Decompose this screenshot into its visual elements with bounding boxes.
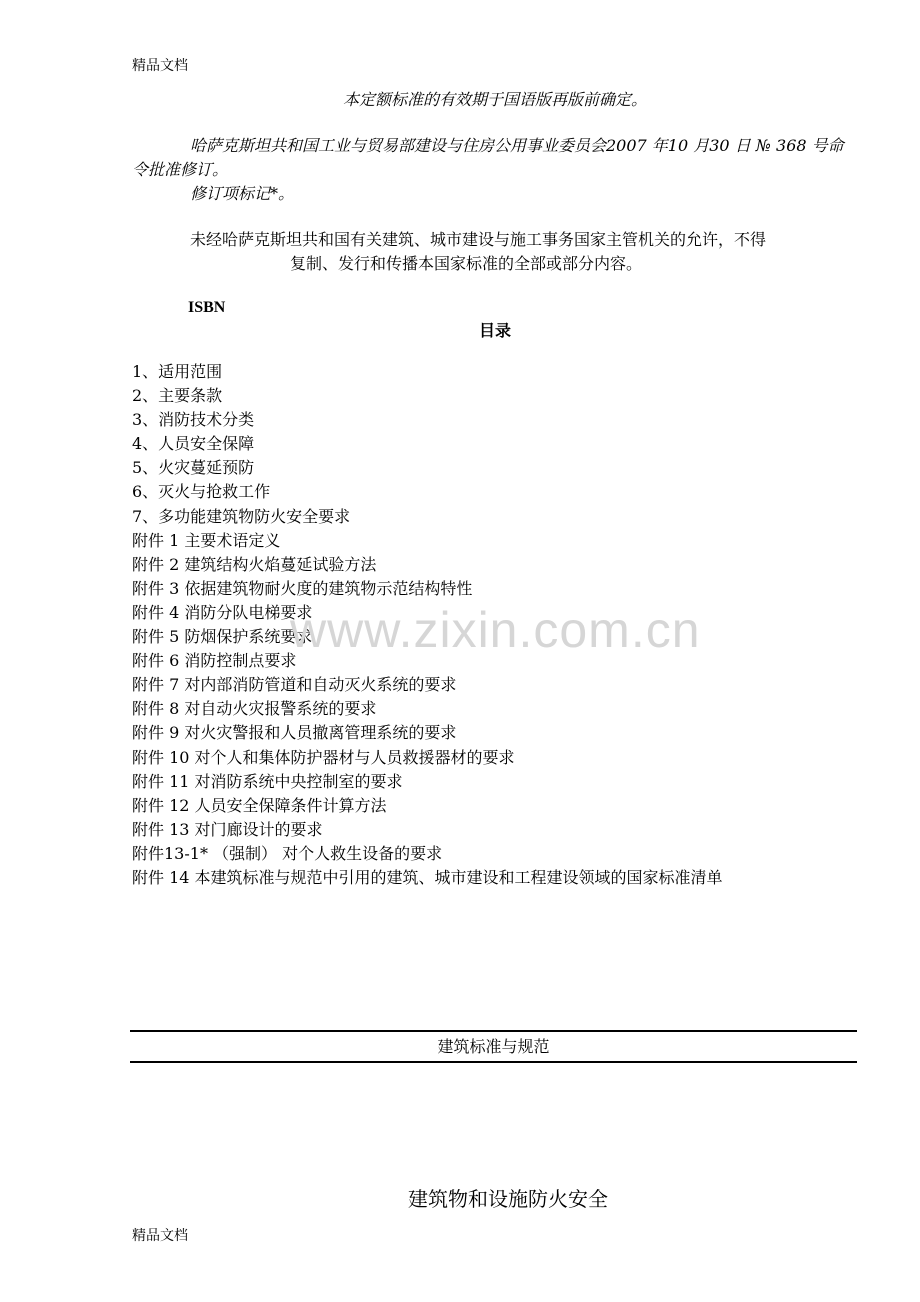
toc-item: 附件 4 消防分队电梯要求 (132, 602, 313, 622)
toc-item: 附件 5 防烟保护系统要求 (132, 627, 313, 647)
revision-mark-note: 修订项标记*。 (190, 184, 295, 203)
toc-item: 附件 8 对自动火灾报警系统的要求 (132, 699, 377, 719)
toc-item: 附件 12 人员安全保障条件计算方法 (132, 795, 387, 815)
toc-item: 2、主要条款 (132, 386, 223, 406)
band-bottom-rule (130, 1061, 857, 1063)
toc-item: 附件 7 对内部消防管道和自动灭火系统的要求 (132, 675, 457, 695)
isbn-label: ISBN (188, 299, 226, 316)
page-header-label: 精品文档 (132, 58, 188, 74)
copyright-notice (132, 228, 858, 276)
toc-item: 附件 2 建筑结构火焰蔓延试验方法 (132, 554, 377, 574)
copyright-line-1: 未经哈萨克斯坦共和国有关建筑、城市建设与施工事务国家主管机关的允许，不得 (190, 230, 767, 249)
band-top-rule (130, 1030, 857, 1032)
site-watermark: www.zixin.com.cn (290, 602, 701, 658)
toc-item: 附件 10 对个人和集体防护器材与人员救援器材的要求 (132, 747, 515, 767)
table-of-contents (132, 360, 872, 890)
toc-item: 附件 9 对火灾警报和人员撤离管理系统的要求 (132, 723, 457, 743)
toc-item: 附件13-1* （强制） 对个人救生设备的要求 (132, 843, 443, 863)
toc-item: 附件 14 本建筑标准与规范中引用的建筑、城市建设和工程建设领域的国家标准清单 (132, 867, 723, 887)
toc-item: 附件 11 对消防系统中央控制室的要求 (132, 771, 403, 791)
page-footer-label: 精品文档 (132, 1228, 188, 1244)
toc-item: 5、火灾蔓延预防 (132, 458, 255, 478)
toc-item: 3、消防技术分类 (132, 410, 255, 430)
toc-item: 1、适用范围 (132, 362, 223, 381)
toc-item: 附件 6 消防控制点要求 (132, 651, 297, 671)
toc-item: 附件 3 依据建筑物耐火度的建筑物示范结构特性 (132, 578, 473, 598)
copyright-line-2: 复制、发行和传播本国家标准的全部或部分内容。 (290, 254, 643, 273)
approval-statement: 哈萨克斯坦共和国工业与贸易部建设与住房公用事业委员会2007 年10 月30 日 № 368 号命令批准修订。 (132, 136, 844, 179)
toc-item: 6、灭火与抢救工作 (132, 482, 271, 502)
toc-item: 7、多功能建筑物防火安全要求 (132, 506, 351, 526)
toc-title: 目录 (478, 321, 511, 340)
document-title: 建筑物和设施防火安全 (408, 1187, 608, 1211)
toc-item: 附件 13 对门廊设计的要求 (132, 819, 323, 839)
toc-item: 附件 1 主要术语定义 (132, 530, 281, 550)
toc-item: 4、人员安全保障 (132, 434, 255, 454)
validity-statement: 本定额标准的有效期于国语版再版前确定。 (342, 90, 647, 109)
standard-category-label: 建筑标准与规范 (437, 1037, 550, 1056)
